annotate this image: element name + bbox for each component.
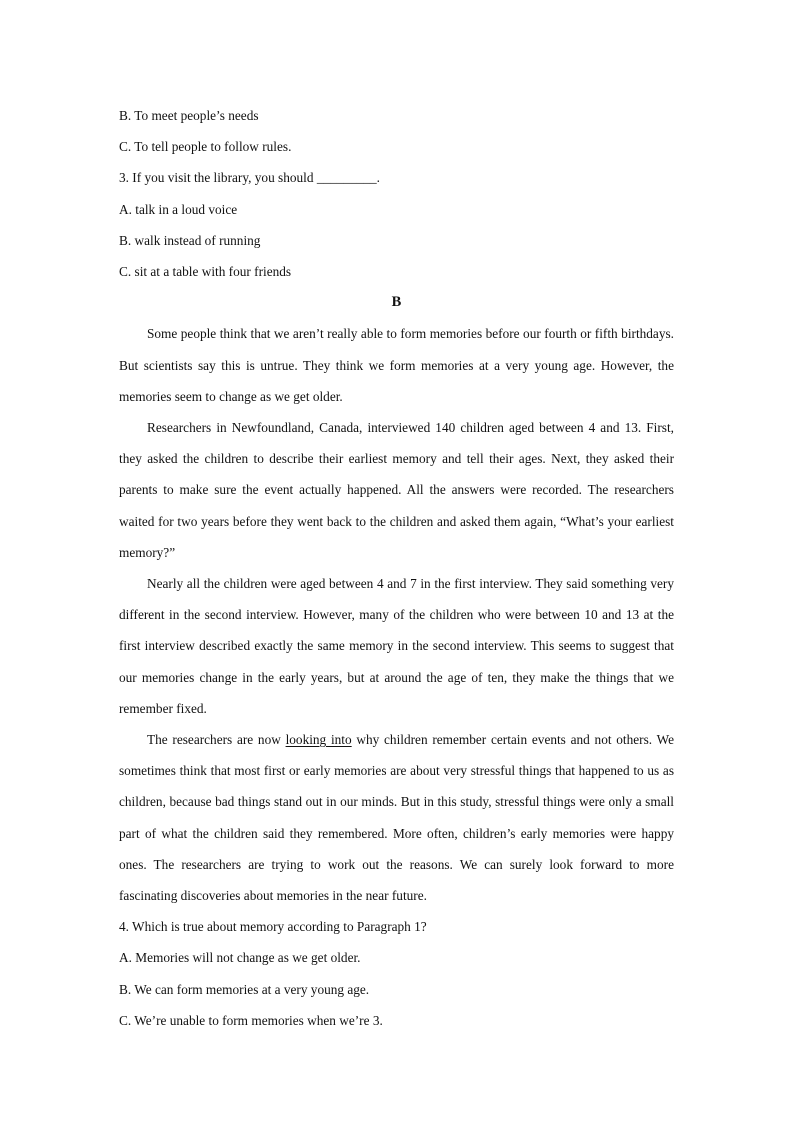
question-3-option-b: B. walk instead of running bbox=[119, 232, 261, 248]
question-2-option-c: C. To tell people to follow rules. bbox=[119, 139, 292, 155]
page-content bbox=[119, 100, 674, 1036]
question-4-option-b: B. We can form memories at a very young age. bbox=[119, 981, 370, 997]
paragraph-4-text-start: The researchers are now bbox=[147, 732, 286, 748]
question-4-stem: 4. Which is true about memory according to Paragraph 1? bbox=[119, 919, 427, 935]
question-3-option-c: C. sit at a table with four friends bbox=[119, 264, 292, 280]
underlined-phrase: looking into bbox=[285, 732, 352, 748]
paragraph-4-text-end: why children remember certain events and not others. We sometimes think that most first or early memories are about very stressful things that happened to us as children, because bad things stand out in our minds. But in this study, stressful things were only a small part of what the children said they remembered. More often, children’s early memories were happy ones. The researchers are trying to work out the reasons. We can surely look forward to more fascinating discoveries about memories in the near future. bbox=[119, 732, 674, 904]
section-b-heading: B bbox=[391, 294, 402, 311]
passage-paragraph-2: Researchers in Newfoundland, Canada, interviewed 140 children aged between 4 and 13. First, they asked the children to describe their earliest memory and tell their ages. Next, they asked their parents to make sure the event actually happened. All the answers were recorded. The researchers waited for two years before they went back to the children and asked them again, “What’s your earliest memory?” bbox=[119, 420, 674, 560]
question-2-option-b: B. To meet people’s needs bbox=[119, 108, 259, 123]
passage-paragraph-3: Nearly all the children were aged between 4 and 7 in the first interview. They said something very different in the second interview. However, many of the children who were between 10 and 13 at the first interview described exactly the same memory in the second interview. This seems to suggest that our memories change in the early years, but at around the age of ten, they make the things that we remember fixed. bbox=[119, 576, 674, 716]
question-3-stem: 3. If you visit the library, you should _________. bbox=[119, 170, 380, 186]
question-4-option-c: C. We’re unable to form memories when we’re 3. bbox=[119, 1012, 383, 1028]
question-3-option-a: A. talk in a loud voice bbox=[119, 201, 238, 217]
passage-paragraph-1: Some people think that we aren’t really able to form memories before our fourth or fifth birthdays. But scientists say this is untrue. They think we form memories at a very young age. However, the memories seem to change as we get older. bbox=[119, 326, 674, 404]
question-4-option-a: A. Memories will not change as we get older. bbox=[119, 950, 361, 966]
passage-paragraph-4 bbox=[119, 724, 674, 911]
